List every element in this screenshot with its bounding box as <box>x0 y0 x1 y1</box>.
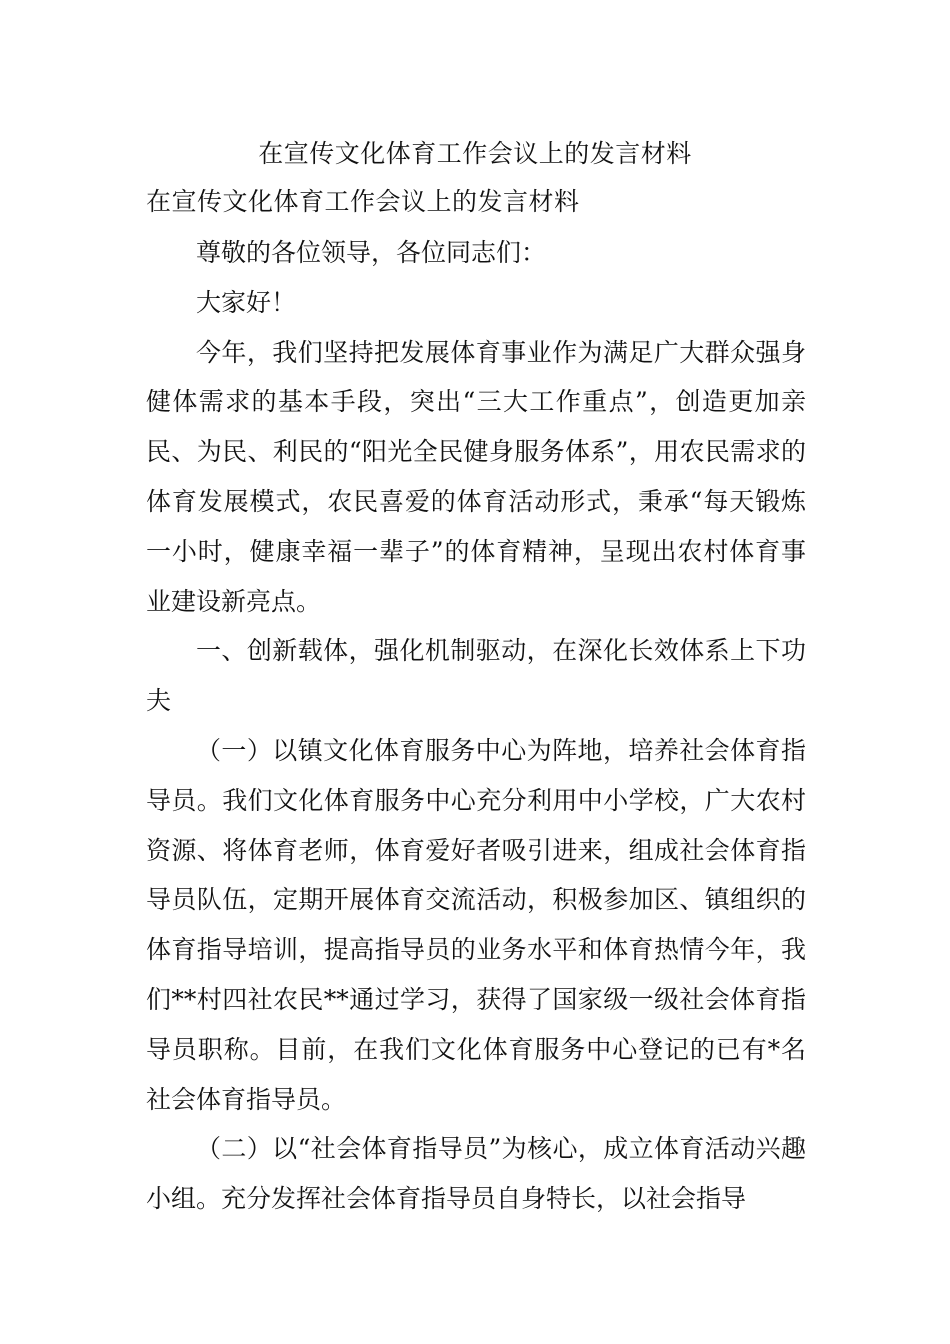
document-body <box>146 228 806 1224</box>
section-heading-1: 一、创新载体，强化机制驱动，在深化长效体系上下功夫 <box>146 636 806 716</box>
paragraph-section-1-2: （二）以“社会体育指导员”为核心，成立体育活动兴趣小组。充分发挥社会体育指导员自身特长，以社会指导 <box>146 1134 806 1214</box>
paragraph-section-1-1: （一）以镇文化体育服务中心为阵地，培养社会体育指导员。我们文化体育服务中心充分利用中小学校，广大农村资源、将体育老师，体育爱好者吸引进来，组成社会体育指导员队伍，定期开展体育交流活动，积极参加区、镇组织的体育指导培训，提高指导员的业务水平和体育热情今年，我们**村四社农民**通过学习，获得了国家级一级社会体育指导员职称。目前，在我们文化体育服务中心登记的已有*名社会体育指导员。 <box>146 735 806 1114</box>
paragraph-hello: 大家好！ <box>196 287 297 317</box>
document-subtitle: 在宣传文化体育工作会议上的发言材料 <box>146 187 580 216</box>
paragraph-intro: 今年，我们坚持把发展体育事业作为满足广大群众强身健体需求的基本手段，突出“三大工作重点”，创造更加亲民、为民、利民的“阳光全民健身服务体系”，用农民需求的体育发展模式，农民喜爱的体育活动形式，秉承“每天锻炼一小时，健康幸福一辈子”的体育精神，呈现出农村体育事业建设新亮点。 <box>146 337 806 616</box>
document-title: 在宣传文化体育工作会议上的发言材料 <box>258 139 692 168</box>
paragraph-greeting: 尊敬的各位领导，各位同志们： <box>196 238 547 267</box>
